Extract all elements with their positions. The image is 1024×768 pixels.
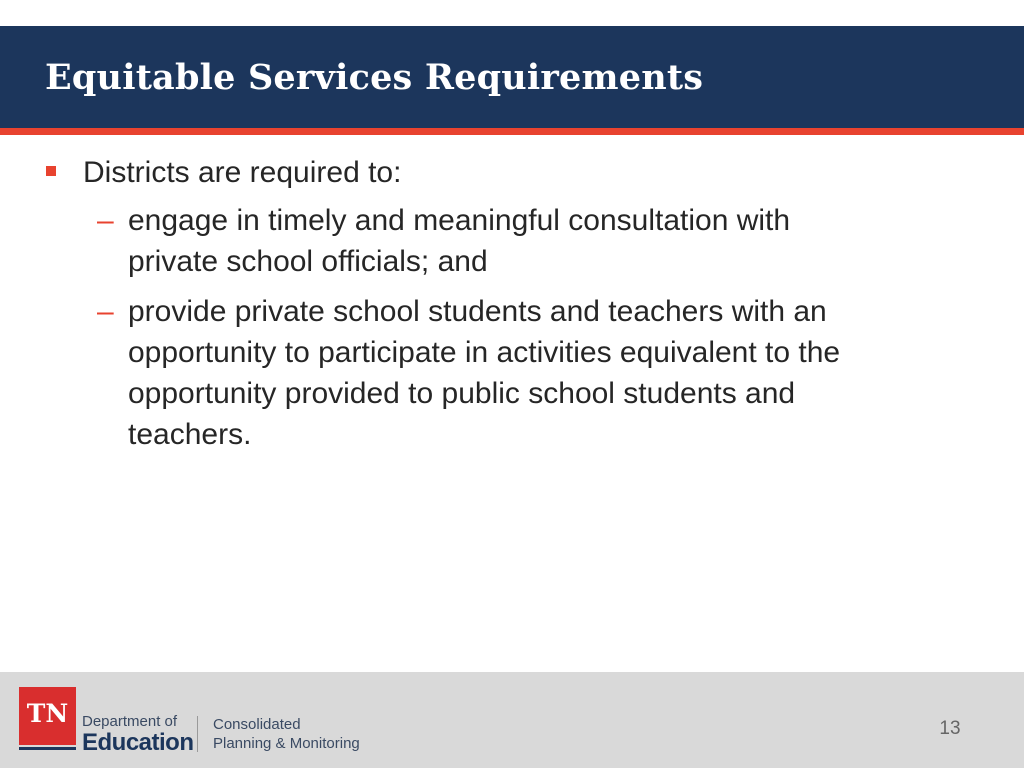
education-label: Education [82, 729, 194, 756]
square-bullet-icon [46, 166, 56, 176]
sub-bullet-line: engage in timely and meaningful consultation with [128, 204, 791, 237]
title-accent-stripe [0, 128, 1024, 135]
tn-logo-text: TN [26, 699, 69, 728]
sub-bullet-line: opportunity to participate in activities equivalent to the [128, 336, 841, 369]
sub-bullet-line: private school officials; and [128, 245, 488, 278]
tn-logo [19, 687, 76, 745]
dash-bullet-icon: – [97, 204, 114, 237]
unit-label-line1: Consolidated [213, 716, 301, 733]
unit-label-line2: Planning & Monitoring [213, 735, 360, 752]
footer-divider [197, 716, 198, 752]
sub-bullet-line: opportunity provided to public school students and [128, 377, 796, 410]
slide-title: Equitable Services Requirements [45, 57, 704, 98]
sub-bullet-text [128, 200, 948, 282]
logo-underline [19, 747, 76, 750]
sub-bullet-line: teachers. [128, 418, 252, 451]
bullet-text: Districts are required to: [83, 156, 402, 189]
sub-bullet-line: provide private school students and teachers with an [128, 295, 827, 328]
page-number: 13 [939, 718, 961, 739]
dash-bullet-icon: – [97, 295, 114, 328]
department-label: Department of [82, 713, 178, 730]
sub-bullet-text [128, 291, 948, 455]
